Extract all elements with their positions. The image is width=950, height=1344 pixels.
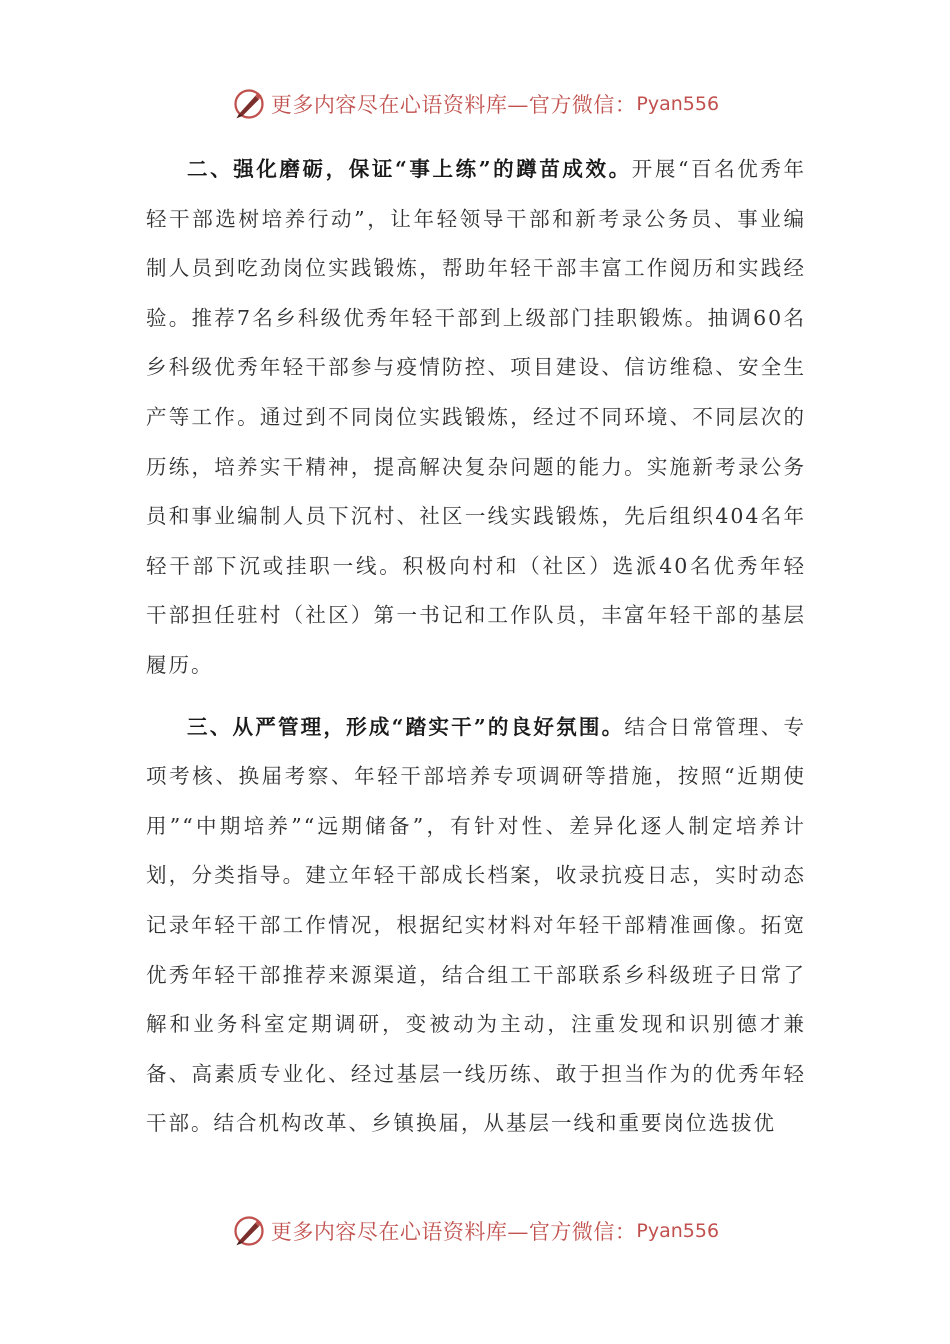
footer-banner bbox=[0, 1209, 950, 1253]
paragraph-training bbox=[146, 145, 806, 691]
paragraph-management bbox=[146, 703, 806, 1149]
header-banner bbox=[0, 82, 950, 126]
paragraph-text: 开展“百名优秀年轻干部选树培养行动”，让年轻领导干部和新考录公务员、事业编制人员到吃劲岗位实践锻炼，帮助年轻干部丰富工作阅历和实践经验。推荐7名乡科级优秀年轻干部到上级部门挂职锻炼。抽调60名乡科级优秀年轻干部参与疫情防控、项目建设、信访维稳、安全生产等工作。通过到不同岗位实践锻炼，经过不同环境、不同层次的历练，培养实干精神，提高解决复杂问题的能力。实施新考录公务员和事业编制人员下沉村、社区一线实践锻炼，先后组织404名年轻干部下沉或挂职一线。积极向村和（社区）选派40名优秀年轻干部担任驻村（社区）第一书记和工作队员，丰富年轻干部的基层履历。 bbox=[146, 157, 806, 677]
wechat-id: Pyan556 bbox=[636, 93, 720, 115]
document-body bbox=[146, 145, 806, 1161]
paragraph-heading: 三、从严管理，形成“踏实干”的良好氛围。 bbox=[187, 714, 625, 739]
wechat-id: Pyan556 bbox=[636, 1220, 720, 1242]
pen-circle-icon bbox=[231, 1213, 267, 1249]
banner-text: 更多内容尽在心语资料库—官方微信： bbox=[270, 1220, 637, 1244]
paragraph-text: 结合日常管理、专项考核、换届考察、年轻干部培养专项调研等措施，按照“近期使用”“中期培养”“远期储备”，有针对性、差异化逐人制定培养计划，分类指导。建立年轻干部成长档案，收录抗疫日志，实时动态记录年轻干部工作情况，根据纪实材料对年轻干部精准画像。拓宽优秀年轻干部推荐来源渠道，结合组工干部联系乡科级班子日常了解和业务科室定期调研，变被动为主动，注重发现和识别德才兼备、高素质专业化、经过基层一线历练、敢于担当作为的优秀年轻干部。结合机构改革、乡镇换届，从基层一线和重要岗位选拔优 bbox=[146, 714, 806, 1136]
paragraph-heading: 二、强化磨砺，保证“事上练”的蹲苗成效。 bbox=[187, 157, 632, 181]
pen-circle-icon bbox=[231, 86, 267, 122]
banner-text: 更多内容尽在心语资料库—官方微信： bbox=[270, 93, 637, 117]
